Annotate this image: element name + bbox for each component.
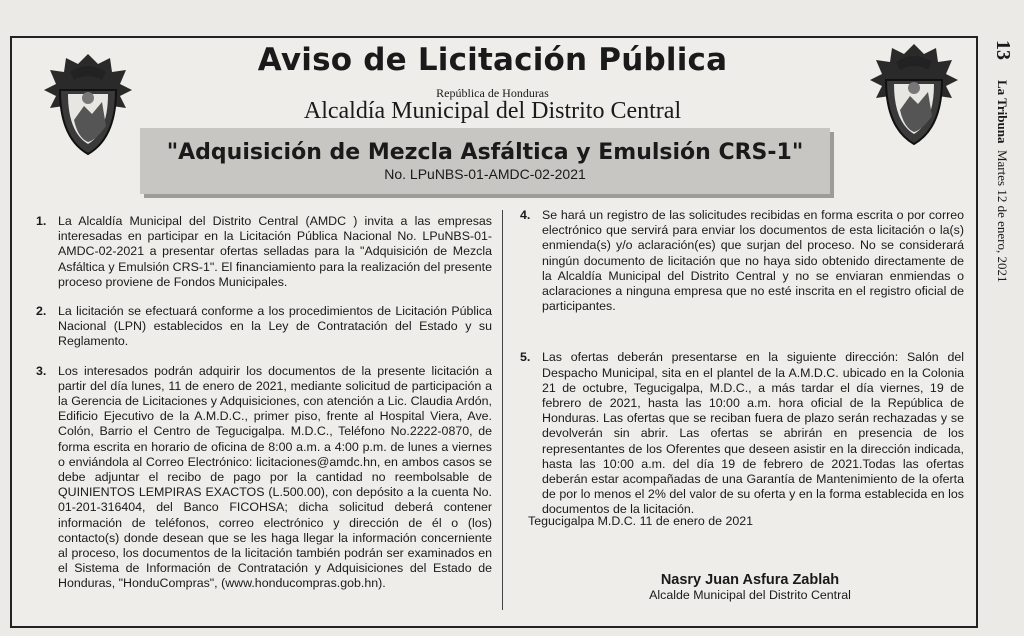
clause-4 xyxy=(520,208,964,314)
clause-2 xyxy=(36,304,492,350)
clause-number: 1. xyxy=(36,214,47,228)
place-and-date: Tegucigalpa M.D.C. 11 de enero de 2021 xyxy=(528,514,754,528)
institution-name: Alcaldía Municipal del Distrito Central xyxy=(303,98,682,124)
column-divider xyxy=(502,210,503,610)
clause-3 xyxy=(36,364,492,592)
tender-number: No. LPuNBS-01-AMDC-02-2021 xyxy=(384,166,586,182)
page-number: 13 xyxy=(992,40,1014,60)
clause-text: La Alcaldía Municipal del Distrito Central (AMDC ) invita a las empresas interesadas en participar en la Licitación Pública Nacional No. LPuNBS-01-AMDC-02-2021 a presentar ofertas selladas para la "Adquisición de Mezcla Asfáltica y Emulsión CRS-1". El financiamiento para la realización del presente proceso proviene de Fondos Municipales. xyxy=(58,214,492,289)
newspaper-dateline xyxy=(994,80,1010,282)
clause-text: La licitación se efectuará conforme a los procedimientos de Licitación Pública Nacional (LPN) establecidos en la Ley de Contratación del Estado y su Reglamento. xyxy=(58,304,492,349)
clause-text: Los interesados podrán adquirir los documentos de la presente licitación a partir del día lunes, 11 de enero de 2021, mediante solicitud de participación a la Gerencia de Licitaciones y Adquisiciones, con atención a Lic. Claudia Ardón, Edificio Ejecutivo de la A.M.D.C., primer piso, frente al Hospital Viera, Ave. Colón, Barrio el Centro de Tegucigalpa. M.D.C., Teléfono No.2222-0870, de forma escrita en horario de oficina de 8:00 a.m. a 4:00 p.m. de lunes a viernes o enviándola al Correo Electrónico: licitaciones@amdc.hn, en ambos casos se debe adjuntar el recibo de pago por la cantidad no reembolsable de QUINIENTOS LEMPIRAS EXACTOS (L.500.00), con depósito a la cuenta No. 01-201-316404, del Banco FICOHSA; dicha solicitud deberá contener información de teléfonos, correo electrónico y dirección de él o (los) contacto(s) donde desean que se les haga llegar la información concerniente al proceso, los documentos de la licitación también podrán ser examinados en el Sistema de Información de Contratación y Adquisiciones del Estado de Honduras, "HonduCompras", (www.honducompras.gob.hn). xyxy=(58,363,492,591)
clause-text: Se hará un registro de las solicitudes recibidas en forma escrita o por correo electrónico que servirá para enviar los documentos de esta licitación o la(s) enmienda(s) y/o aclaración(es) que surjan del proceso. No se considerará ningún documento de licitación que no haya sido obtenido directamente de la Alcaldía Municipal del Distrito Central y no se enviaran enmiendas o aclaraciones a ninguna empresa que no esté inscrita en el registro oficial de participantes. xyxy=(542,208,964,314)
country-name: República de Honduras xyxy=(436,86,549,100)
signature-block xyxy=(630,572,870,602)
notice-title: Aviso de Licitación Pública xyxy=(257,42,728,78)
newspaper-folio xyxy=(988,40,1018,400)
right-column xyxy=(520,208,964,532)
signatory-name: Nasry Juan Asfura Zablah xyxy=(660,572,840,588)
left-column xyxy=(36,214,492,606)
clause-number: 5. xyxy=(520,350,531,365)
clause-5 xyxy=(520,350,964,517)
signatory-role: Alcalde Municipal del Distrito Central xyxy=(649,588,851,602)
clause-number: 2. xyxy=(36,304,47,319)
clause-1 xyxy=(36,214,492,290)
clause-number: 3. xyxy=(36,363,47,378)
clause-number: 4. xyxy=(520,208,531,222)
clause-text: Las ofertas deberán presentarse en la siguiente dirección: Salón del Despacho Municipal, sita en el plantel de la A.M.D.C. ubicado en la Colonia 21 de octubre, Tegucigalpa, M.D.C., a más tardar el día viernes, 19 de febrero de 2021, hasta las 10:00 a.m. hora oficial de la República de Honduras. Las ofertas que se reciban fuera de plazo serán rechazadas y se devolverán sin abrir. Las ofertas se abrirán en presencia de los representantes de los Oferentes que deseen asistir en la dirección indicada, hasta las 10:00 a.m. del día 19 de febrero de 2021.Todas las ofertas deberán estar acompañadas de una Garantía de Mantenimiento de la oferta de por lo menos el 2% del valor de su oferta y en la forma establecida en los documentos de la licitación. xyxy=(542,350,964,517)
newspaper-date: Martes 12 de enero, 2021 xyxy=(995,149,1010,283)
newspaper-name: La Tribuna xyxy=(995,80,1010,144)
tender-subject: "Adquisición de Mezcla Asfáltica y Emulsión CRS-1" xyxy=(166,140,804,165)
